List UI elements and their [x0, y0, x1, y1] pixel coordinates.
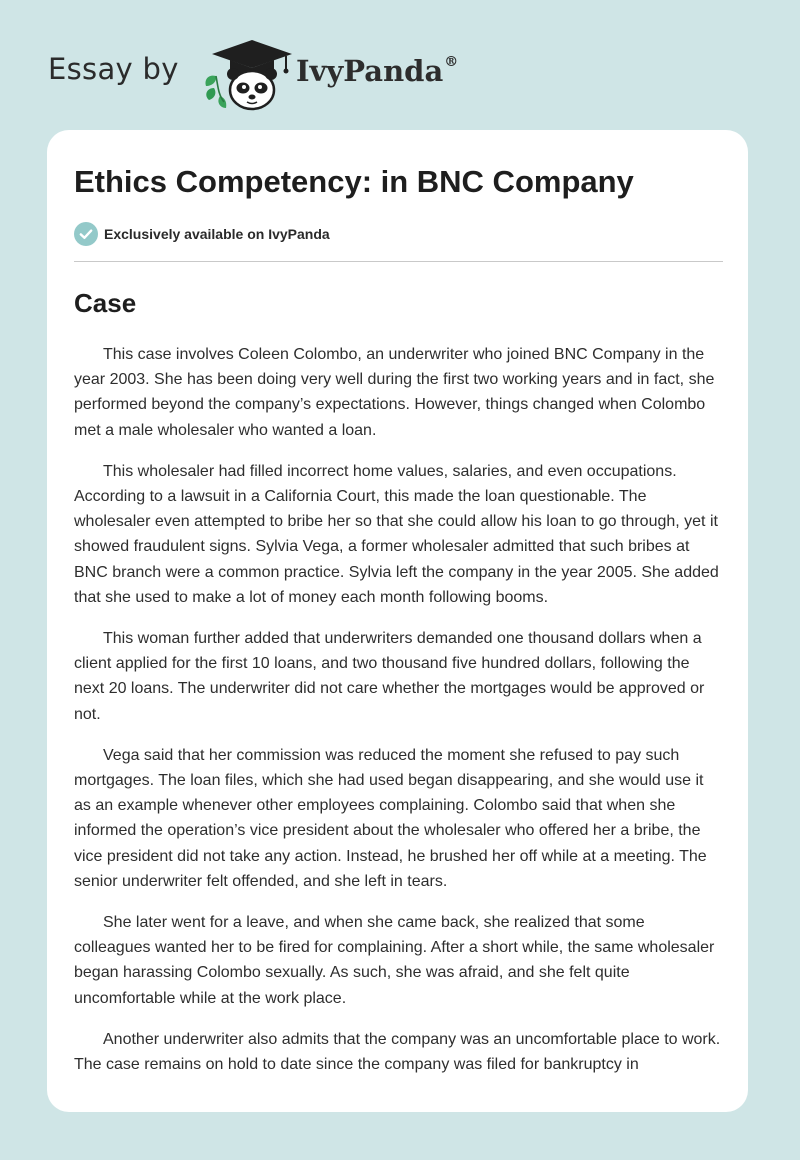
paragraph: Another underwriter also admits that the company was an uncomfortable place to work. The case remains on hold to date since the company was filed for bankruptcy in: [74, 1030, 721, 1074]
site-header: [0, 0, 800, 125]
page-title: Ethics Competency: in BNC Company: [74, 164, 634, 199]
paragraph: She later went for a leave, and when she came back, she realized that some colleagues wanted her to be fired for complaining. After a short while, the same wholesaler began harassing Colombo sexually. As such, she was afraid, and she felt quite uncomfortable while at the work place.: [74, 914, 715, 1007]
brand-label: IvyPanda: [296, 54, 444, 88]
paragraph: This wholesaler had filled incorrect home values, salaries, and even occupations. According to a lawsuit in a California Court, this made the loan questionable. The wholesaler even attempted to bribe her so that she could allow his loan to go through, yet it showed fraudulent signs. Sylvia Vega, a former wholesaler admitted that such bribes at BNC branch were a common practice. Sylvia left the company in the year 2005. She added that she used to make a lot of money each month following booms.: [74, 462, 719, 606]
essay-body: [74, 342, 724, 1093]
paragraph: Vega said that her commission was reduced the moment she refused to pay such mortgages. The loan files, which she had used began disappearing, and she would use it as an example whenever other employees complaining. Colombo said that when she informed the operation’s vice president about the wholesaler who offered her a bribe, the vice president did not take any action. Instead, he brushed her off while at a meeting. The senior underwriter felt offended, and she left in tears.: [74, 746, 707, 890]
brand-name[interactable]: [296, 54, 458, 88]
check-circle-icon: [74, 222, 98, 246]
exclusive-label: Exclusively available on IvyPanda: [104, 226, 330, 242]
essay-card: [47, 130, 748, 1112]
paragraph: This case involves Coleen Colombo, an underwriter who joined BNC Company in the year 2003. She has been doing very well during the first two working years and in fact, she performed beyond the company’s expectations. However, things changed when Colombo met a male wholesaler who wanted a loan.: [74, 346, 715, 439]
section-heading: Case: [74, 288, 137, 318]
exclusive-badge: [74, 222, 330, 246]
ivypanda-logo-icon[interactable]: [200, 36, 296, 112]
essay-by-label: Essay by: [48, 52, 179, 86]
registered-mark: ®: [444, 54, 459, 71]
title-divider: [74, 261, 723, 262]
paragraph: This woman further added that underwriters demanded one thousand dollars when a client applied for the first 10 loans, and two thousand five hundred dollars, following the next 20 loans. The underwriter did not care whether the mortgages would be approved or not.: [74, 630, 705, 723]
